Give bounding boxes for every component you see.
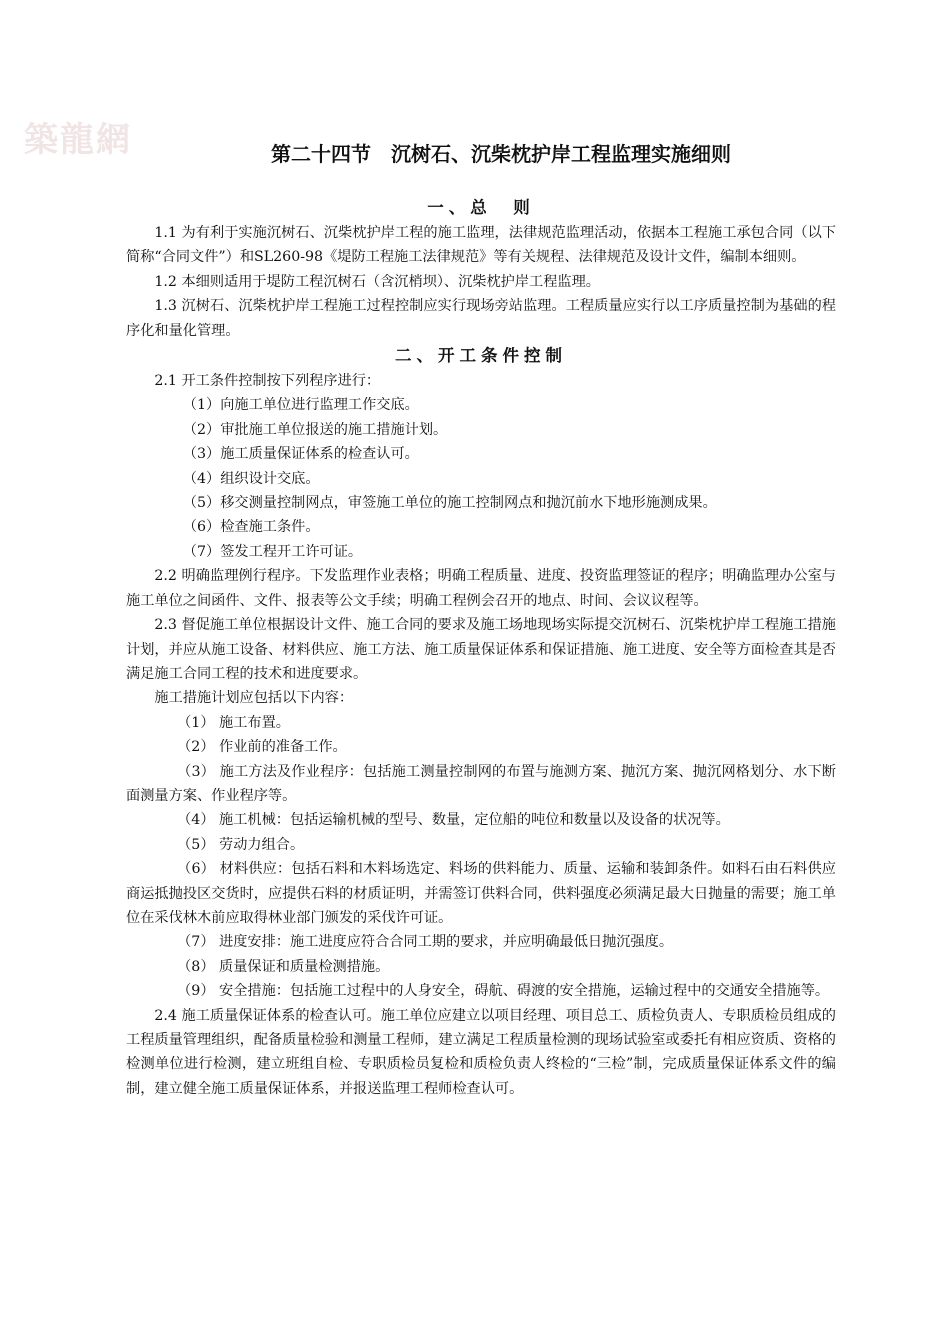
paragraph-2-2: 2.2 明确监理例行程序。下发监理作业表格；明确工程质量、进度、投资监理签证的程序；明确监理办公室与施工单位之间函件、文件、报表等公文手续；明确工程例会召开的地点、时间、会议议程等。: [126, 568, 836, 609]
paragraph-2-3: 2.3 督促施工单位根据设计文件、施工合同的要求及施工场地现场实际提交沉树石、沉柴枕护岸工程施工措施计划，并应从施工设备、材料供应、施工方法、施工质量保证体系和保证措施、施工进度、安全等方面检查其是否满足施工合同工程的技术和进度要求。: [126, 617, 836, 682]
list-item: （3） 施工方法及作业程序：包括施工测量控制网的布置与施测方案、抛沉方案、抛沉网格划分、水下断面测量方案、作业程序等。: [126, 763, 836, 804]
paragraph-2-3-intro: 施工措施计划应包括以下内容：: [154, 690, 354, 707]
paragraph-2-4: 2.4 施工质量保证体系的检查认可。施工单位应建立以项目经理、项目总工、质检负责人、专职质检员组成的工程质量管理组织，配备质量检验和测量工程师，建立满足工程质量检测的现场试验室或委托有相应资质、资格的检测单位进行检测，建立班组自检、专职质检员复检和质检负责人终检的“三检”制，完成质量保证体系文件的编制，建立健全施工质量保证体系，并报送监理工程师检查认可。: [126, 1007, 836, 1097]
list-item: （1） 施工布置。: [177, 714, 290, 731]
section-heading-start-conditions: 二、开工条件控制: [395, 346, 567, 366]
section-heading-general: 一、总 则: [427, 198, 535, 217]
paragraph-1-3: 1.3 沉树石、沉柴枕护岸工程施工过程控制应实行现场旁站监理。工程质量应实行以工序质量控制为基础的程序化和量化管理。: [126, 298, 836, 339]
list-item: （7）签发工程开工许可证。: [182, 543, 363, 560]
list-item: （8） 质量保证和质量检测措施。: [177, 958, 390, 975]
paragraph-1-2: 1.2 本细则适用于堤防工程沉树石（含沉梢坝）、沉柴枕护岸工程监理。: [154, 273, 600, 290]
list-item: （3）施工质量保证体系的检查认可。: [182, 446, 419, 463]
list-item: （9） 安全措施：包括施工过程中的人身安全，碍航、碍渡的安全措施，运输过程中的交通安全措施等。: [177, 983, 830, 1000]
document-page: [126, 138, 836, 1101]
paragraph-2-1: 2.1 开工条件控制按下列程序进行：: [154, 373, 381, 390]
list-item: （5） 劳动力组合。: [177, 836, 305, 853]
list-item: （1）向施工单位进行监理工作交底。: [182, 397, 419, 414]
list-item: （4）组织设计交底。: [182, 470, 320, 487]
list-item: （6） 材料供应：包括石料和木料场选定、料场的供料能力、质量、运输和装卸条件。如料石由石料供应商运抵抛投区交货时，应提供石料的材质证明，并需签订供料合同，供料强度必须满足最大日抛量的需要；施工单位在采伐林木前应取得林业部门颁发的采伐许可证。: [126, 861, 836, 926]
list-item: （6）检查施工条件。: [182, 519, 320, 536]
list-item: （7） 进度安排：施工进度应符合合同工期的要求，并应明确最低日抛沉强度。: [177, 934, 674, 951]
list-item: （2） 作业前的准备工作。: [177, 739, 347, 756]
list-item: （4） 施工机械：包括运输机械的型号、数量，定位船的吨位和数量以及设备的状况等。: [177, 812, 730, 829]
list-item: （2）审批施工单位报送的施工措施计划。: [182, 421, 448, 438]
list-item: （5）移交测量控制网点，审签施工单位的施工控制网点和抛沉前水下地形施测成果。: [182, 495, 717, 512]
page-title: 第二十四节 沉树石、沉柴枕护岸工程监理实施细则: [271, 142, 731, 166]
paragraph-1-1: 1.1 为有利于实施沉树石、沉柴枕护岸工程的施工监理，法律规范监理活动，依据本工程施工承包合同（以下简称“合同文件”）和SL260-98《堤防工程施工法律规范》等有关规程、法律规范及设计文件，编制本细则。: [126, 225, 836, 266]
watermark-logo: 築龍網: [24, 120, 132, 160]
